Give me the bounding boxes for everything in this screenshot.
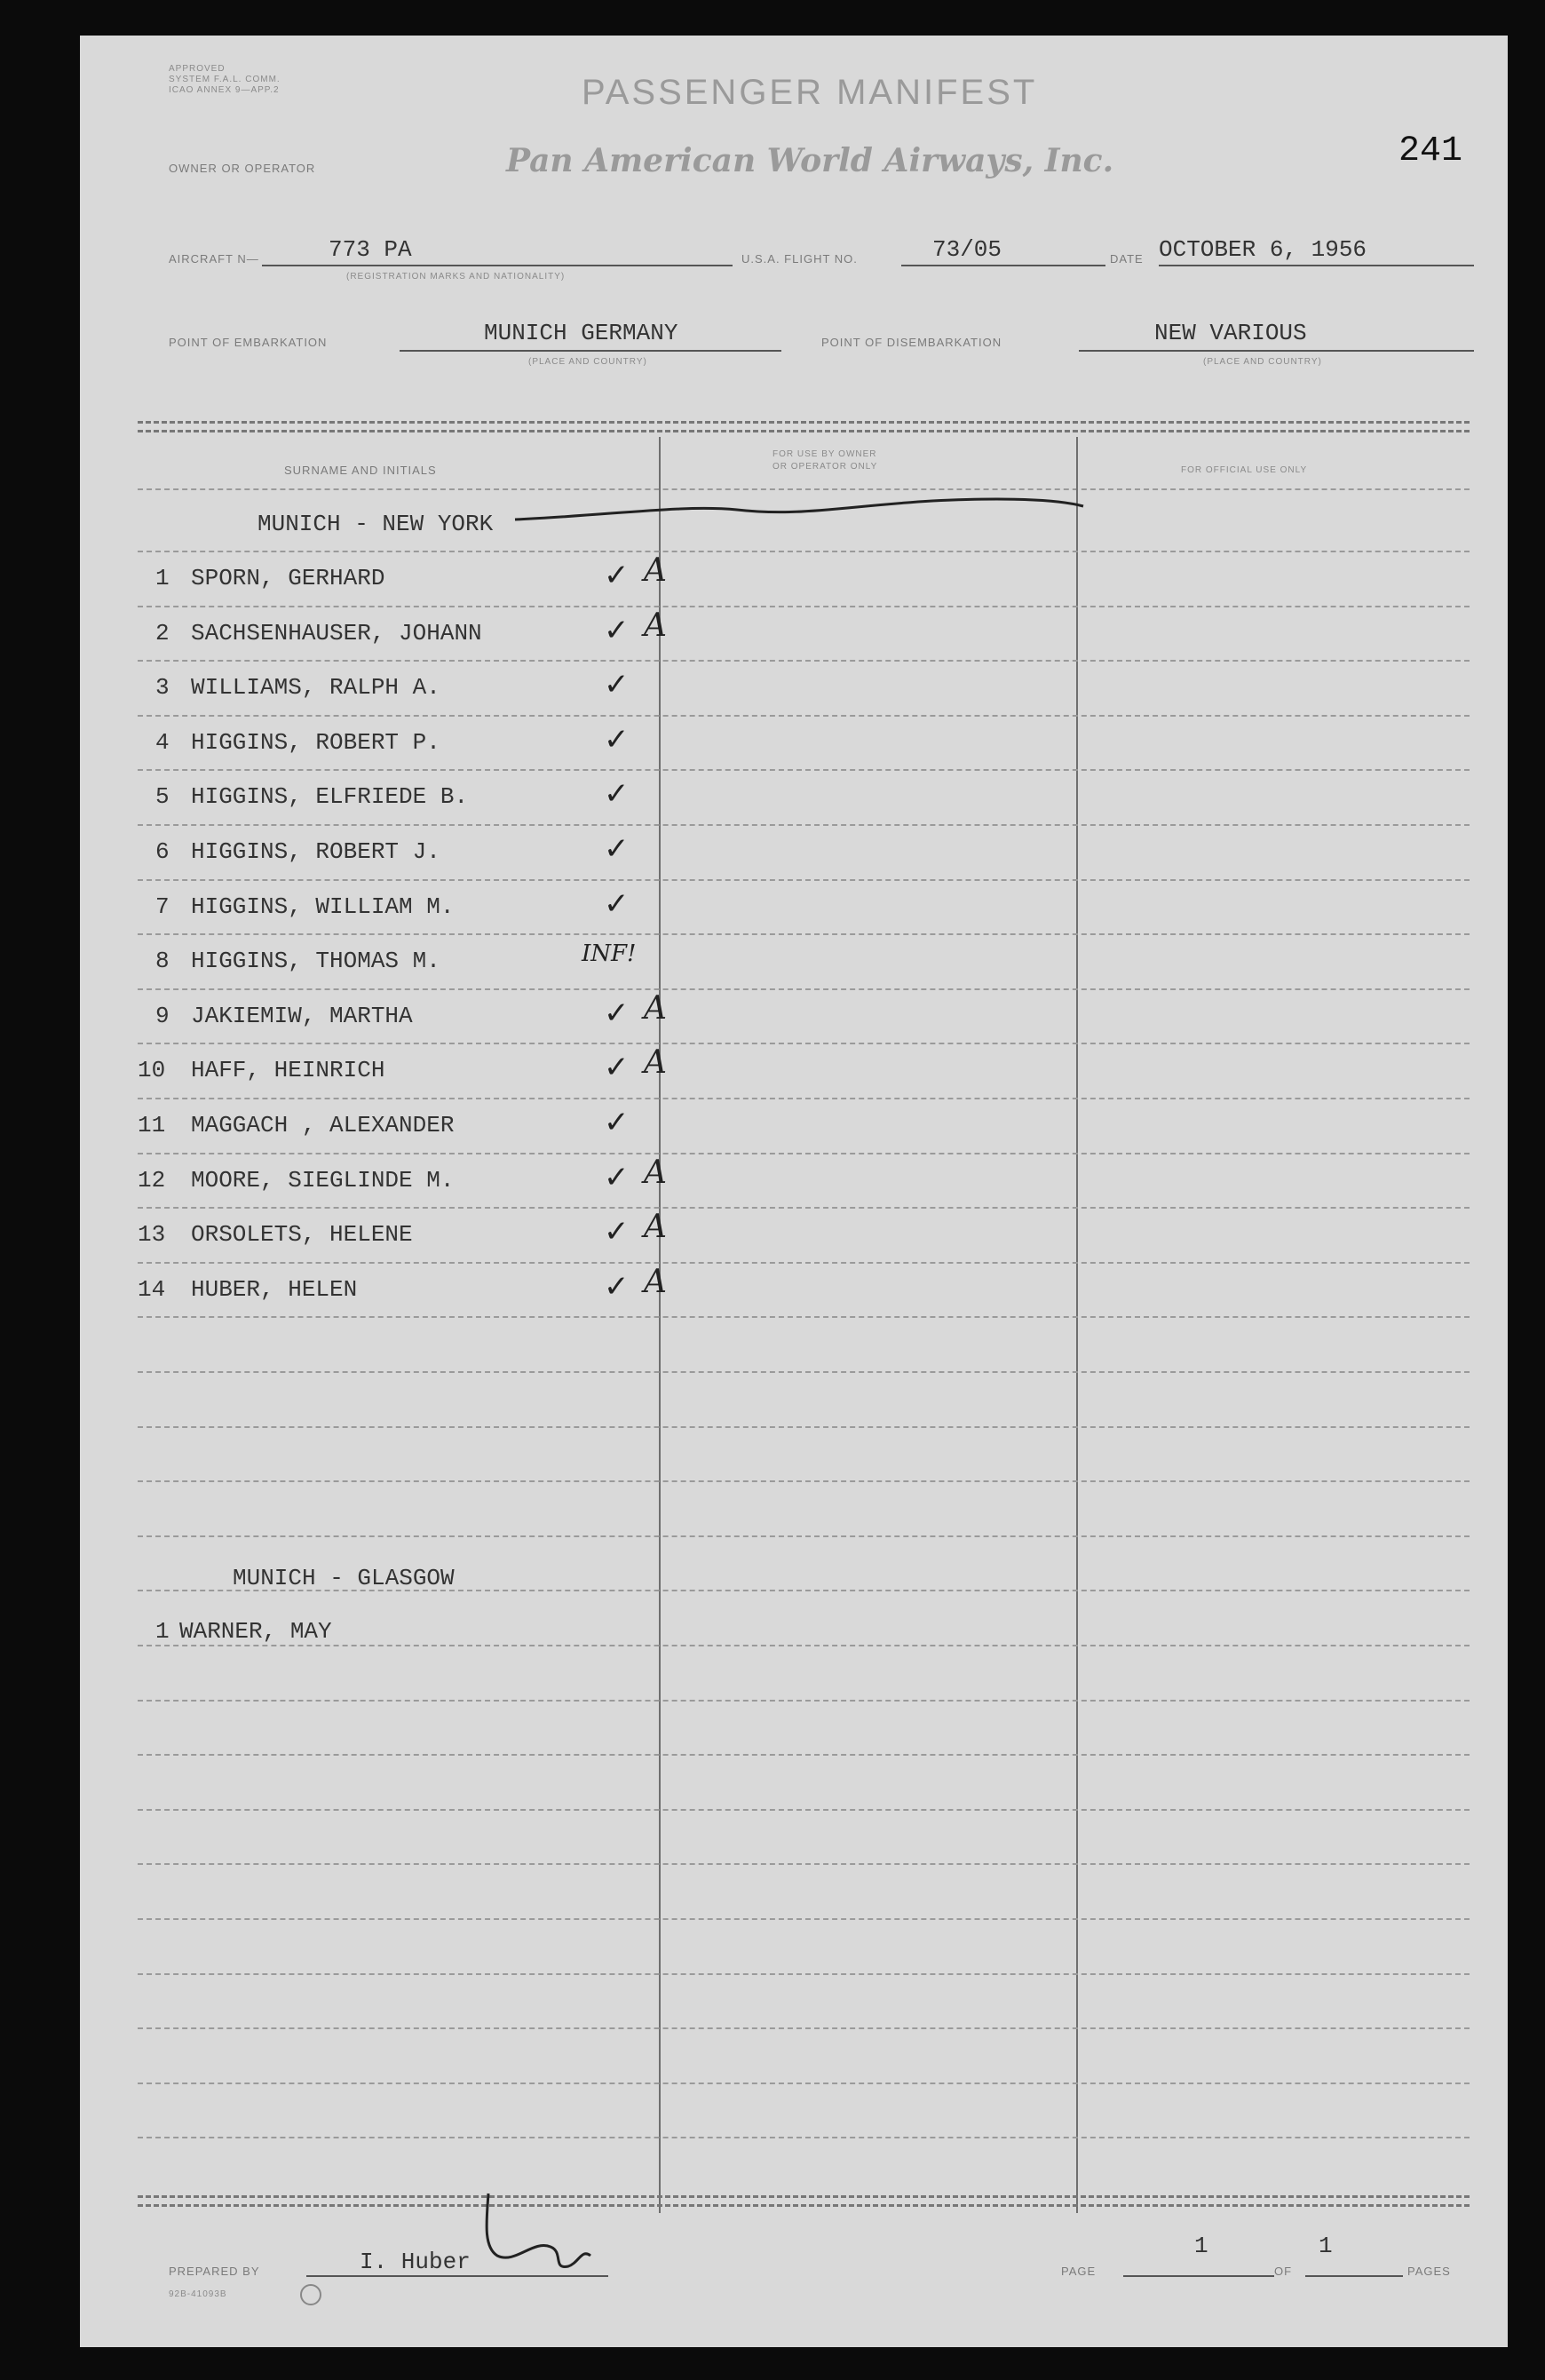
- row-rule: [138, 769, 1470, 771]
- page-label: PAGE: [1061, 2265, 1097, 2278]
- passenger-name: HIGGINS, ELFRIEDE B.: [191, 783, 469, 811]
- passenger-name: WILLIAMS, RALPH A.: [191, 674, 440, 702]
- passenger-number: 10: [138, 1057, 166, 1084]
- row-rule: [138, 1371, 1470, 1373]
- row-rule: [138, 1535, 1470, 1537]
- row-rule: [138, 1262, 1470, 1264]
- row-rule: [138, 1700, 1470, 1702]
- row-rule: [138, 1809, 1470, 1811]
- row-rule: [138, 1043, 1470, 1044]
- row-rule: [138, 1754, 1470, 1756]
- check-mark: ✓: [604, 831, 630, 867]
- row-rule: [138, 660, 1470, 662]
- passenger-name: ORSOLETS, HELENE: [191, 1221, 413, 1249]
- date-value: OCTOBER 6, 1956: [1159, 236, 1367, 263]
- passenger-name: SACHSENHAUSER, JOHANN: [191, 619, 482, 647]
- union-label-seal: [300, 2284, 321, 2305]
- registration-caption: (REGISTRATION MARKS AND NATIONALITY): [346, 272, 566, 282]
- passenger-number: 6: [155, 838, 170, 865]
- disembarkation-label: POINT OF DISEMBARKATION: [821, 336, 1002, 349]
- status-code: A: [644, 1154, 667, 1191]
- status-code: A: [644, 552, 667, 589]
- check-mark: ✓: [604, 612, 630, 648]
- row-rule: [138, 1426, 1470, 1428]
- manifest-sheet: [80, 36, 1508, 2347]
- passenger-name: MOORE, SIEGLINDE M.: [191, 1166, 455, 1194]
- form-number: 92B-41093B: [169, 2289, 227, 2299]
- row-rule: [138, 1480, 1470, 1482]
- prepared-by-label: PREPARED BY: [169, 2265, 260, 2278]
- row-rule: [138, 715, 1470, 717]
- of-label: OF: [1274, 2265, 1293, 2278]
- status-code: A: [644, 1209, 667, 1246]
- passenger-number: 11: [138, 1112, 166, 1138]
- passenger-name: HIGGINS, WILLIAM M.: [191, 892, 455, 920]
- embarkation-caption: (PLACE AND COUNTRY): [528, 357, 647, 367]
- column-divider-2: [1076, 437, 1078, 2213]
- aircraft-label: AIRCRAFT N—: [169, 252, 259, 266]
- row-rule: [138, 2027, 1470, 2029]
- row-rule: [138, 824, 1470, 826]
- check-mark: ✓: [604, 1105, 630, 1140]
- column-header-owner-1: FOR USE BY OWNER: [772, 449, 877, 459]
- check-mark: ✓: [604, 1268, 630, 1305]
- check-mark: ✓: [604, 1214, 630, 1250]
- row-rule: [138, 2137, 1470, 2138]
- row-rule: [138, 879, 1470, 881]
- passenger-name: HUBER, HELEN: [191, 1275, 358, 1303]
- handwritten-stroke: [506, 480, 1092, 533]
- passenger-number: 1: [155, 565, 170, 591]
- row-rule: [138, 1153, 1470, 1154]
- disembarkation-value: NEW VARIOUS: [1154, 320, 1307, 346]
- check-mark: ✓: [604, 885, 630, 922]
- column-header-surname: SURNAME AND INITIALS: [284, 464, 437, 477]
- row-rule: [138, 2082, 1470, 2084]
- owner-value: Pan American World Airways, Inc.: [506, 142, 1114, 179]
- check-mark: ✓: [604, 667, 630, 703]
- status-code: A: [644, 989, 667, 1027]
- of-value: 1: [1319, 2233, 1333, 2259]
- passenger-number: 7: [155, 892, 170, 920]
- pages-label: PAGES: [1407, 2265, 1451, 2278]
- passenger-name: SPORN, GERHARD: [191, 565, 385, 591]
- column-divider-1: [659, 437, 661, 2213]
- row-rule: [138, 1207, 1470, 1209]
- approval-line-1: APPROVED: [169, 64, 226, 74]
- passenger-number: 9: [155, 1002, 170, 1029]
- passenger-name: HIGGINS, THOMAS M.: [191, 948, 440, 975]
- passenger-number: 8: [155, 948, 170, 975]
- passenger-number: 12: [138, 1166, 166, 1194]
- embarkation-label: POINT OF EMBARKATION: [169, 336, 328, 349]
- passenger-name: HAFF, HEINRICH: [191, 1057, 385, 1084]
- page-value: 1: [1194, 2233, 1208, 2259]
- disembarkation-caption: (PLACE AND COUNTRY): [1203, 357, 1322, 367]
- date-label: DATE: [1110, 252, 1144, 266]
- row-rule: [138, 988, 1470, 990]
- row-rule: [138, 551, 1470, 552]
- passenger-name: JAKIEMIW, MARTHA: [191, 1002, 413, 1029]
- section-route-glasgow: MUNICH - GLASGOW: [233, 1565, 455, 1591]
- table-top-rule: [138, 421, 1470, 424]
- passenger-name: HIGGINS, ROBERT J.: [191, 838, 440, 865]
- row-rule: [138, 1973, 1470, 1975]
- check-mark: ✓: [604, 776, 630, 813]
- check-mark: ✓: [604, 1159, 630, 1195]
- page-stamp-number: 241: [1398, 131, 1463, 171]
- prepared-by-value: I. Huber: [360, 2249, 471, 2275]
- column-header-owner-2: OR OPERATOR ONLY: [772, 462, 878, 472]
- passenger-number: 1: [155, 1618, 170, 1645]
- passenger-name: HIGGINS, ROBERT P.: [191, 728, 440, 756]
- owner-label: OWNER OR OPERATOR: [169, 162, 316, 175]
- check-mark: ✓: [604, 995, 630, 1031]
- flight-value: 73/05: [932, 236, 1002, 263]
- row-rule: [138, 933, 1470, 935]
- approval-line-2: SYSTEM F.A.L. COMM.: [169, 75, 281, 84]
- passenger-number: 3: [155, 674, 170, 702]
- embarkation-value: MUNICH GERMANY: [484, 320, 678, 346]
- row-rule: [138, 1098, 1470, 1099]
- passenger-number: 14: [138, 1275, 166, 1303]
- aircraft-value: 773 PA: [329, 236, 412, 263]
- passenger-number: 2: [155, 619, 170, 647]
- signature: [471, 2185, 613, 2282]
- check-mark: ✓: [604, 1050, 630, 1086]
- passenger-number: 13: [138, 1221, 166, 1249]
- check-mark: INF!: [582, 940, 637, 968]
- manifest-title: PASSENGER MANIFEST: [582, 73, 1038, 112]
- passenger-number: 5: [155, 783, 170, 811]
- row-rule: [138, 606, 1470, 607]
- passenger-name: WARNER, MAY: [179, 1618, 332, 1645]
- row-rule: [138, 1863, 1470, 1865]
- passenger-number: 4: [155, 728, 170, 756]
- check-mark: ✓: [604, 558, 630, 593]
- section-route-new-york: MUNICH - NEW YORK: [258, 511, 494, 537]
- status-code: A: [644, 1044, 667, 1082]
- status-code: A: [644, 607, 667, 644]
- column-header-official: FOR OFFICIAL USE ONLY: [1181, 465, 1308, 475]
- flight-label: U.S.A. FLIGHT NO.: [741, 252, 858, 266]
- row-rule: [138, 1918, 1470, 1920]
- row-rule: [138, 1316, 1470, 1318]
- row-rule: [138, 1645, 1470, 1646]
- status-code: A: [644, 1263, 667, 1300]
- check-mark: ✓: [604, 721, 630, 758]
- approval-line-3: ICAO ANNEX 9—APP.2: [169, 85, 280, 95]
- passenger-name: MAGGACH , ALEXANDER: [191, 1112, 455, 1138]
